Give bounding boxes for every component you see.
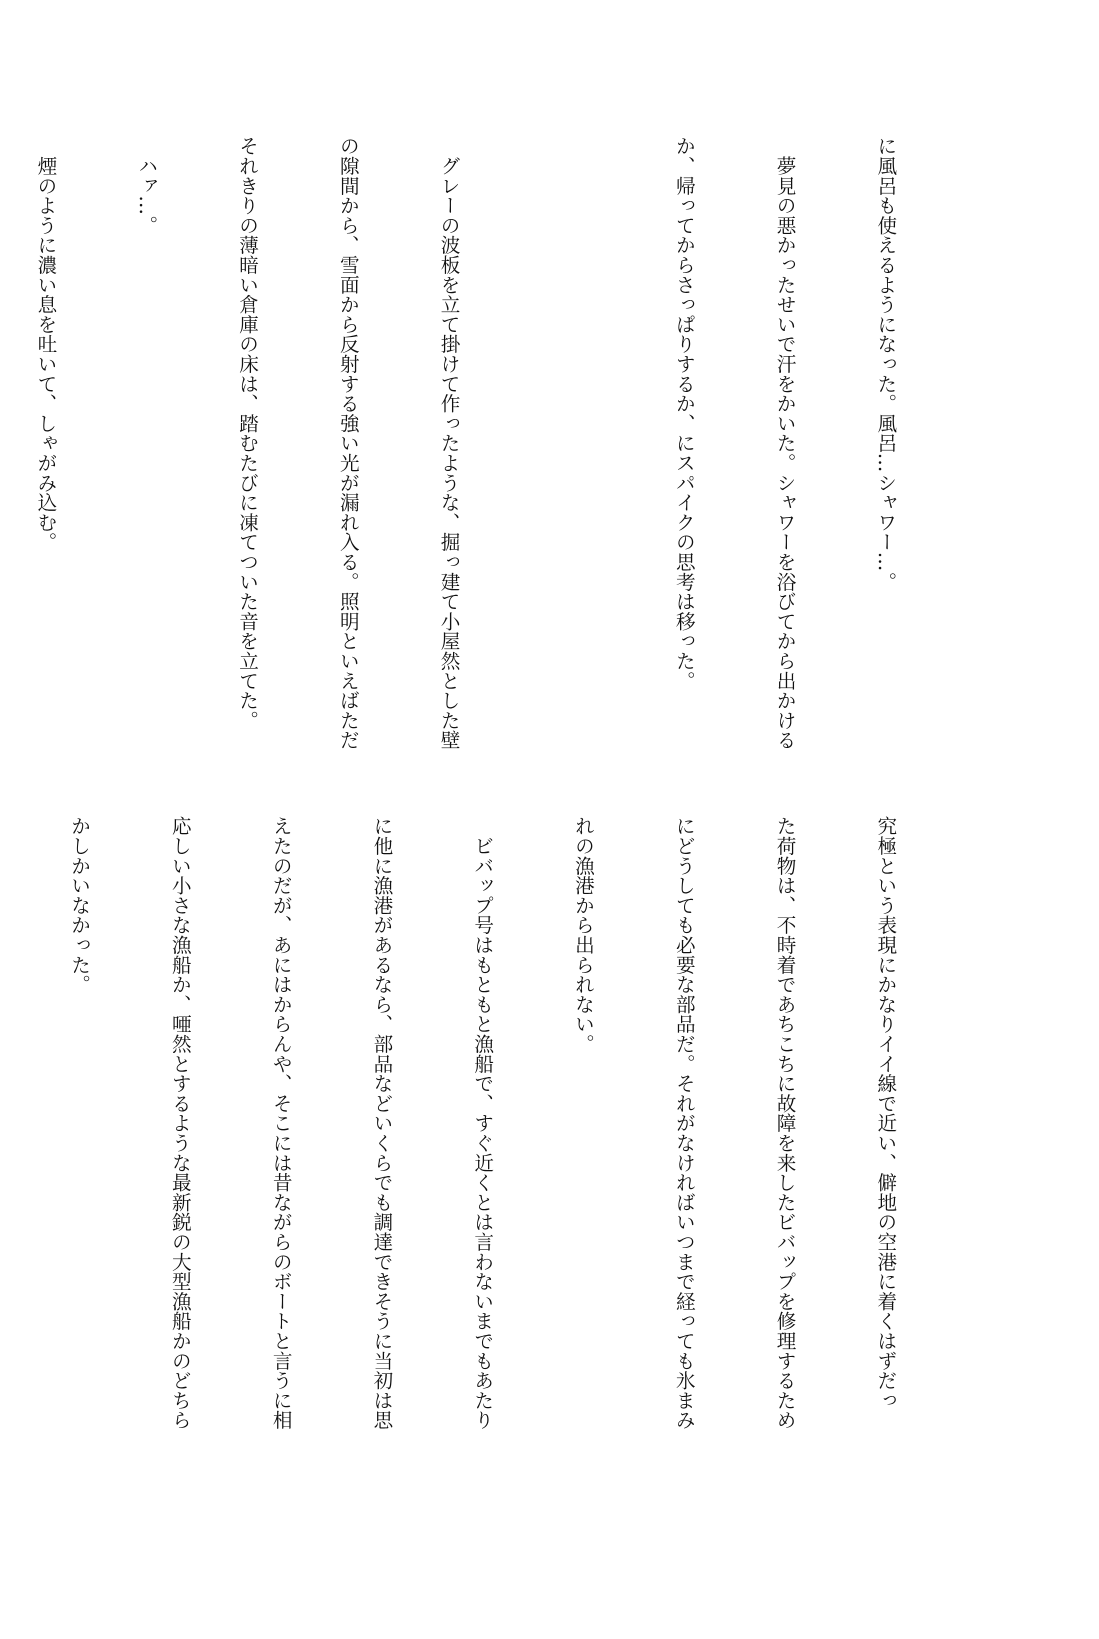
text-line: 煙のように濃い息を吐いて、しゃがみ込む。 xyxy=(33,136,57,552)
text-line: 応しい小さな漁船か、唖然とするような最新鋭の大型漁船かのどちら xyxy=(168,816,192,1430)
text-line: に他に漁港があるなら、部品などいくらでも調達できそうに当初は思 xyxy=(369,816,393,1430)
text-line: にどうしても必要な部品だ。それがなければいつまで経っても氷まみ xyxy=(672,816,696,1430)
top-text-column xyxy=(33,136,969,774)
text-line: えたのだが、あにはからんや、そこには昔ながらのボートと言うに相 xyxy=(269,816,293,1430)
text-line: 究極という表現にかなりイイ線で近い、僻地の空港に着くはずだっ xyxy=(873,816,897,1410)
bottom-text-column xyxy=(67,816,969,1464)
text-line: ハァ…。 xyxy=(134,136,158,235)
text-line: それきりの薄暗い倉庫の床は、踏むたびに凍てついた音を立てた。 xyxy=(235,136,259,730)
text-line: れの漁港から出られない。 xyxy=(571,816,595,1054)
text-line: グレーの波板を立て掛けて作ったような、掘っ建て小屋然とした壁 xyxy=(437,136,461,750)
text-line: た荷物は、不時着であちこちに故障を来したビバップを修理するため xyxy=(773,816,797,1430)
text-line: かしかいなかった。 xyxy=(67,816,91,995)
text-line: か、帰ってからさっぱりするか、にスパイクの思考は移った。 xyxy=(672,136,696,691)
text-line: に風呂も使えるようになった。風呂…シャワー…。 xyxy=(873,136,897,592)
text-line: ビバップ号はもともと漁船で、すぐ近くとは言わないまでもあたり xyxy=(470,816,494,1430)
text-line: の隙間から、雪面から反射する強い光が漏れ入る。照明といえばただ xyxy=(336,136,360,750)
text-line: 夢見の悪かったせいで汗をかいた。シャワーを浴びてから出かける xyxy=(773,136,797,750)
